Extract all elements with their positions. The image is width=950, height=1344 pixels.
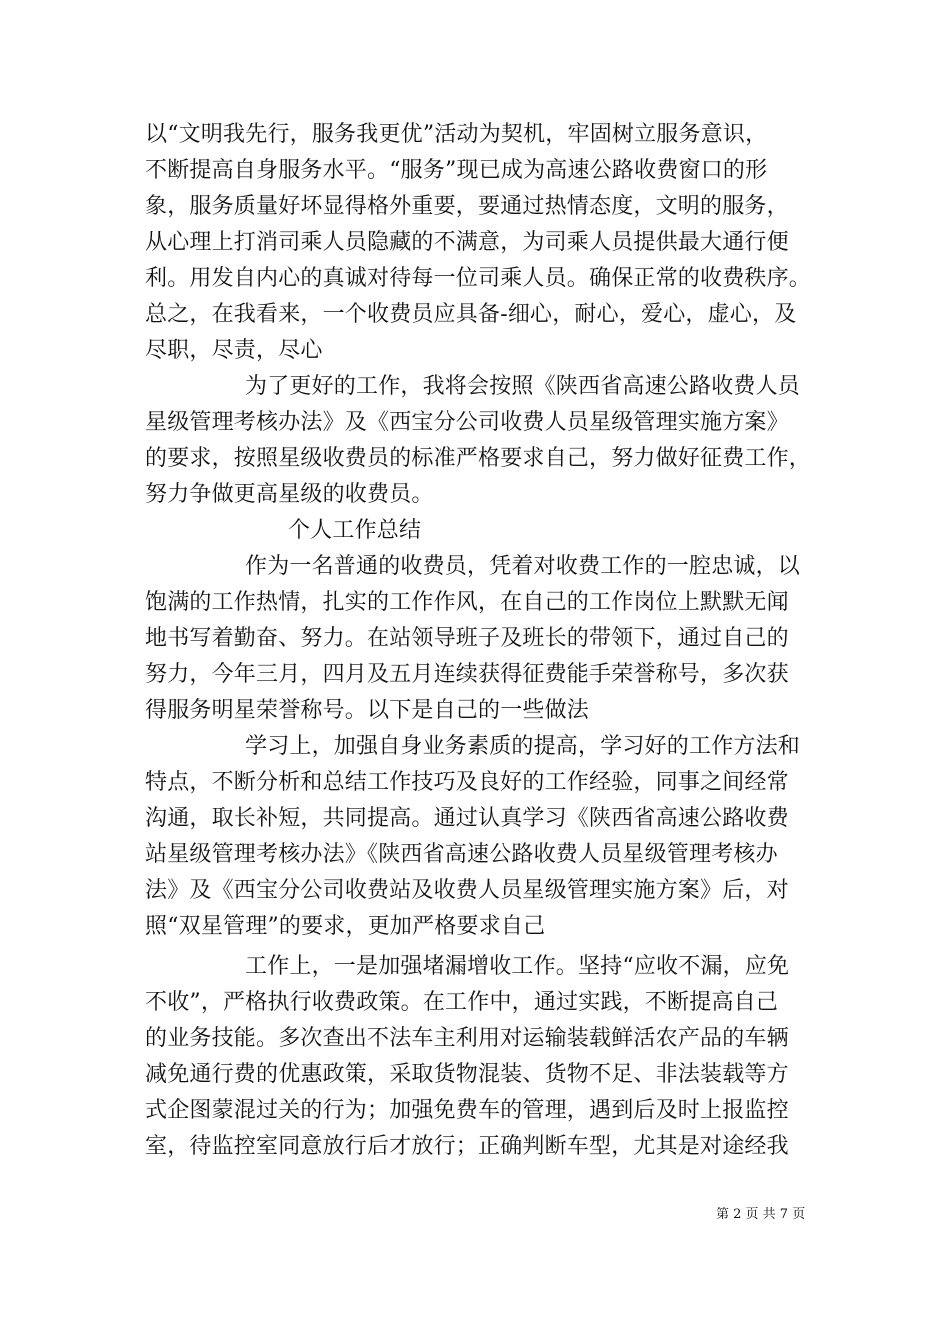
text-line: 室，待监控室同意放行后才放行；正确判断车型，尤其是对途经我 xyxy=(145,1134,789,1159)
paragraph-first-line: 工作上，一是加强堵漏增收工作。坚持“应收不漏，应免 xyxy=(245,954,790,979)
text-line: 饱满的工作热情，扎实的工作作风，在自己的工作岗位上默默无闻 xyxy=(145,590,789,615)
paragraph-first-line: 学习上，加强自身业务素质的提高，学习好的工作方法和 xyxy=(245,734,801,759)
text-line: 照“双星管理”的要求，更加严格要求自己 xyxy=(145,914,546,939)
section-heading: 个人工作总结 xyxy=(288,518,422,543)
text-line: 努力争做更高星级的收费员。 xyxy=(145,482,434,507)
text-line: 地书写着勤奋、努力。在站领导班子及班长的带领下，通过自己的 xyxy=(145,626,789,651)
paragraph-first-line: 为了更好的工作，我将会按照《陕西省高速公路收费人员 xyxy=(245,374,801,399)
text-line: 不收”，严格执行收费政策。在工作中，通过实践，不断提高自己 xyxy=(145,990,779,1015)
text-line: 尽职，尽责，尽心 xyxy=(145,338,323,363)
text-line: 的要求，按照星级收费员的标准严格要求自己，努力做好征费工作， xyxy=(145,446,812,471)
text-line: 法》及《西宝分公司收费站及收费人员星级管理实施方案》后，对 xyxy=(145,878,789,903)
text-line: 以“文明我先行，服务我更优”活动为契机，牢固树立服务意识， xyxy=(145,122,768,147)
text-line: 努力，今年三月，四月及五月连续获得征费能手荣誉称号，多次获 xyxy=(145,662,789,687)
text-line: 不断提高自身服务水平。“服务”现已成为高速公路收费窗口的形 xyxy=(145,158,768,183)
text-line: 得服务明星荣誉称号。以下是自己的一些做法 xyxy=(145,698,590,723)
text-line: 星级管理考核办法》及《西宝分公司收费人员星级管理实施方案》 xyxy=(145,410,789,435)
text-line: 象，服务质量好坏显得格外重要，要通过热情态度，文明的服务， xyxy=(145,194,789,219)
text-line: 总之，在我看来，一个收费员应具备-细心，耐心，爱心，虚心，及 xyxy=(145,302,797,327)
page-number-footer: 第 2 页 共 7 页 xyxy=(716,1207,806,1222)
text-line: 的业务技能。多次查出不法车主利用对运输装载鲜活农产品的车辆 xyxy=(145,1026,789,1051)
paragraph-first-line: 作为一名普通的收费员，凭着对收费工作的一腔忠诚，以 xyxy=(245,554,801,579)
text-line: 站星级管理考核办法》《陕西省高速公路收费人员星级管理考核办 xyxy=(145,842,778,867)
text-line: 利。用发自内心的真诚对待每一位司乘人员。确保正常的收费秩序。 xyxy=(145,266,812,291)
text-line: 特点，不断分析和总结工作技巧及良好的工作经验，同事之间经常 xyxy=(145,770,789,795)
text-line: 沟通，取长补短，共同提高。通过认真学习《陕西省高速公路收费 xyxy=(145,806,789,831)
text-line: 减免通行费的优惠政策，采取货物混装、货物不足、非法装载等方 xyxy=(145,1062,789,1087)
text-line: 从心理上打消司乘人员隐藏的不满意，为司乘人员提供最大通行便 xyxy=(145,230,789,255)
text-line: 式企图蒙混过关的行为；加强免费车的管理，遇到后及时上报监控 xyxy=(145,1098,789,1123)
